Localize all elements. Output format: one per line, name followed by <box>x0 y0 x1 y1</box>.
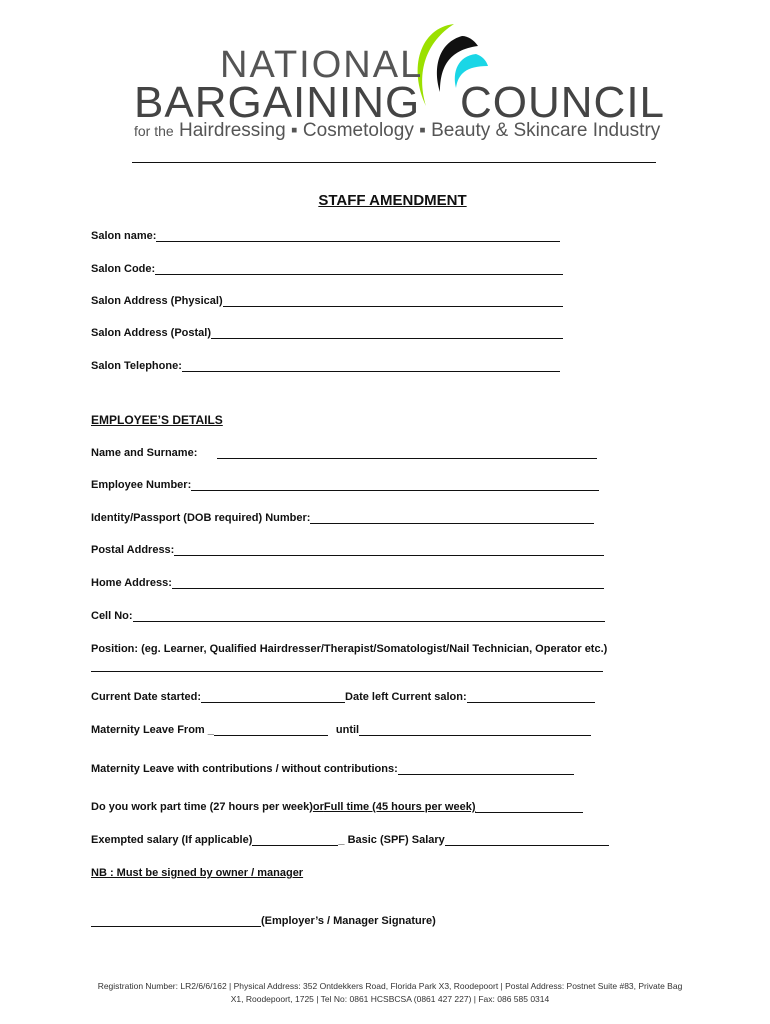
logo-tagline <box>134 120 660 142</box>
postal-address-row <box>91 544 604 556</box>
postal-address-field[interactable] <box>174 544 604 556</box>
employee-name-label: Name and Surname: <box>91 447 198 459</box>
maternity-until-label: until <box>335 724 360 736</box>
date-left-field[interactable] <box>467 691 595 703</box>
maternity-leave-row <box>91 724 591 736</box>
signature-row <box>91 915 436 927</box>
logo-tagline-text: Hairdressing ▪ Cosmetology ▪ Beauty & Skincare Industry <box>178 120 661 141</box>
basic-salary-label: _ Basic (SPF) Salary <box>338 834 445 846</box>
employee-id-field[interactable] <box>310 512 594 524</box>
salon-telephone-label: Salon Telephone: <box>91 360 182 372</box>
footer <box>90 980 690 1006</box>
salon-address-postal-label: Salon Address (Postal) <box>91 327 212 339</box>
form-title: STAFF AMENDMENT <box>318 192 467 209</box>
employee-details-heading: EMPLOYEE’S DETAILS <box>91 413 223 427</box>
header-divider <box>132 162 656 163</box>
basic-salary-field[interactable] <box>445 834 609 846</box>
salon-code-row <box>91 263 563 275</box>
logo-council-text: COUNCIL <box>460 78 666 127</box>
salon-name-label: Salon name: <box>91 230 157 242</box>
signature-field[interactable] <box>91 915 261 927</box>
full-time-label: Full time (45 hours per week) <box>323 801 476 813</box>
council-logo <box>0 0 770 170</box>
salon-name-row <box>91 230 560 242</box>
cell-no-field[interactable] <box>133 610 605 622</box>
position-row <box>91 643 607 655</box>
maternity-contributions-label: Maternity Leave with contributions / without contributions: <box>91 763 398 775</box>
employee-id-label: Identity/Passport (DOB required) Number: <box>91 512 311 524</box>
position-label: Position: (eg. Learner, Qualified Hairdresser/Therapist/Somatologist/Nail Technician, Operator etc.) <box>91 643 608 655</box>
date-left-label: Date left Current salon: <box>345 691 467 703</box>
salon-address-postal-row <box>91 327 563 339</box>
postal-address-label: Postal Address: <box>91 544 175 556</box>
position-field[interactable] <box>91 671 603 672</box>
employee-number-row <box>91 479 599 491</box>
signature-label: (Employer’s / Manager Signature) <box>261 915 436 927</box>
home-address-row <box>91 577 604 589</box>
cell-no-row <box>91 610 605 622</box>
logo-bargaining-text: BARGAINING <box>134 78 421 127</box>
maternity-until-field[interactable] <box>359 724 591 736</box>
salon-code-label: Salon Code: <box>91 263 156 275</box>
date-started-label: Current Date started: <box>91 691 202 703</box>
nb-note: NB : Must be signed by owner / manager <box>91 867 304 879</box>
salon-telephone-row <box>91 360 560 372</box>
home-address-field[interactable] <box>172 577 604 589</box>
logo-tagline-prefix: for the <box>134 123 174 139</box>
salon-address-physical-label: Salon Address (Physical) <box>91 295 223 307</box>
footer-line-1: Registration Number: LR2/6/6/162 | Physical Address: 352 Ontdekkers Road, Florida Park X3, Roodepoort | Postal Address: Postnet Suite #83, Private Bag <box>97 981 683 991</box>
salary-row <box>91 834 609 846</box>
salon-address-physical-field[interactable] <box>223 295 563 307</box>
employee-id-row <box>91 512 594 524</box>
salon-telephone-field[interactable] <box>182 360 560 372</box>
maternity-from-field[interactable] <box>214 724 328 736</box>
salon-code-field[interactable] <box>155 263 563 275</box>
maternity-from-label: Maternity Leave From _ <box>91 724 214 736</box>
home-address-label: Home Address: <box>91 577 172 589</box>
exempted-salary-field[interactable] <box>252 834 338 846</box>
logo-national-text: NATIONAL <box>220 44 424 86</box>
salon-name-field[interactable] <box>156 230 560 242</box>
dates-row <box>91 691 595 703</box>
or-label: or <box>312 801 324 813</box>
footer-line-2: X1, Roodepoort, 1725 | Tel No: 0861 HCSBCSA (0861 427 227) | Fax: 086 585 0314 <box>230 994 550 1004</box>
employee-name-field[interactable] <box>217 447 597 459</box>
date-started-field[interactable] <box>201 691 345 703</box>
employee-name-row <box>91 447 597 459</box>
part-time-label: Do you work part time (27 hours per week) <box>91 801 313 813</box>
employee-number-field[interactable] <box>191 479 599 491</box>
work-time-row <box>91 801 583 813</box>
salon-address-physical-row <box>91 295 563 307</box>
maternity-contributions-field[interactable] <box>398 763 574 775</box>
salon-address-postal-field[interactable] <box>211 327 563 339</box>
work-time-field[interactable] <box>475 801 583 813</box>
exempted-salary-label: Exempted salary (If applicable) <box>91 834 253 846</box>
employee-number-label: Employee Number: <box>91 479 192 491</box>
maternity-contributions-row <box>91 763 574 775</box>
cell-no-label: Cell No: <box>91 610 133 622</box>
